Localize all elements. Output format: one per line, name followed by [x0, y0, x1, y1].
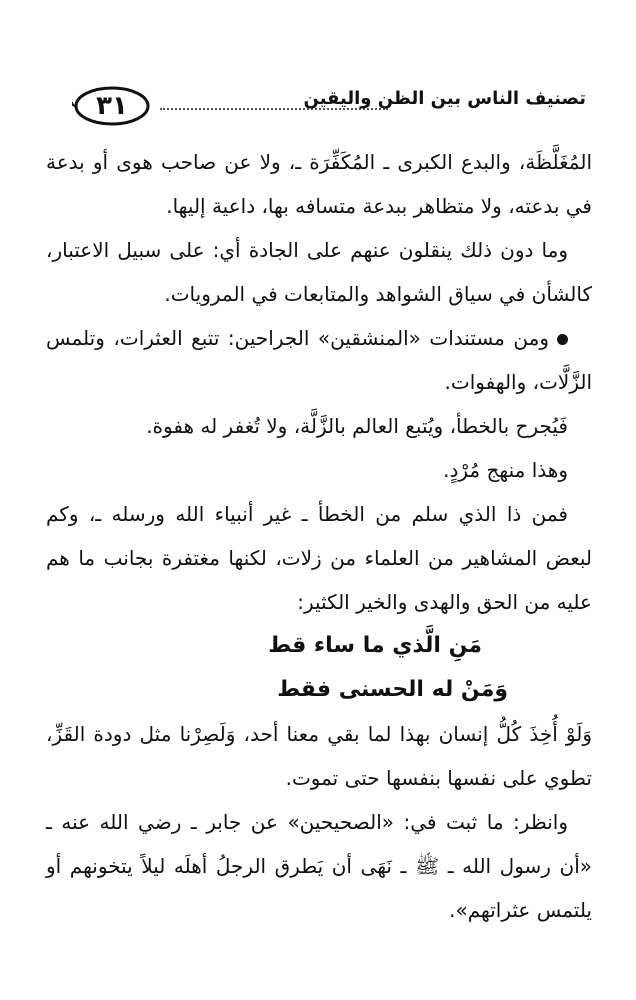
verse-line-2: وَمَنْ له الحسنى فقط: [277, 677, 508, 702]
paragraph-6: فمن ذا الذي سلم من الخطأ ـ غير أنبياء الله ورسله ـ، وكم لبعض المشاهير من العلماء من زلات، لكنها مغتفرة بجانب ما هم عليه من الحق والهدى والخير الكثير:: [46, 502, 592, 614]
paragraph-3-text: ومن مستندات «المنشقين» الجراحين: تتبع العثرات، وتلمس الزَّلَّات، والهفوات.: [46, 326, 592, 394]
running-title: تصنيف الناس بين الظن واليقين: [303, 88, 586, 109]
verse-line-1: مَنِ الَّذي ما ساء قط: [268, 633, 482, 658]
page-body: [46, 140, 592, 932]
bullet-icon: [557, 334, 568, 345]
paragraph-8: وانظر: ما ثبت في: «الصحيحين» عن جابر ـ رضي الله عنه ـ «أن رسول الله ـ ﷺ ـ نَهَى أن يَطرق الرجلُ أهلَه ليلاً يتخونهم أو يلتمس عثراتهم».: [46, 810, 592, 922]
page-header: [72, 84, 586, 132]
paragraph-3: [46, 316, 592, 404]
paragraph-2: وما دون ذلك ينقلون عنهم على الجادة أي: على سبيل الاعتبار، كالشأن في سياق الشواهد والمتابعات في المرويات.: [46, 238, 592, 306]
paragraph-5: وهذا منهج مُرْدٍ.: [443, 458, 568, 482]
page-number-badge: [72, 84, 152, 128]
paragraph-4: فَيُجرح بالخطأ، ويُتبع العالم بالزَّلَّة، ولا تُغفر له هفوة.: [146, 414, 568, 438]
paragraph-1: المُغَلَّظَة، والبدع الكبرى ـ المُكَفِّرَة ـ، ولا عن صاحب هوى أو بدعة في بدعته، ولا متظاهر ببدعة متسافه بها، داعية إليها.: [46, 150, 592, 218]
paragraph-7: وَلَوْ أُخِذَ كُلُّ إنسان بهذا لما بقي معنا أحد، وَلَصِرْنا مثل دودة القَزِّ، تطوي على نفسها بنفسها حتى تموت.: [46, 722, 592, 790]
page-number: ٣١: [96, 91, 128, 121]
